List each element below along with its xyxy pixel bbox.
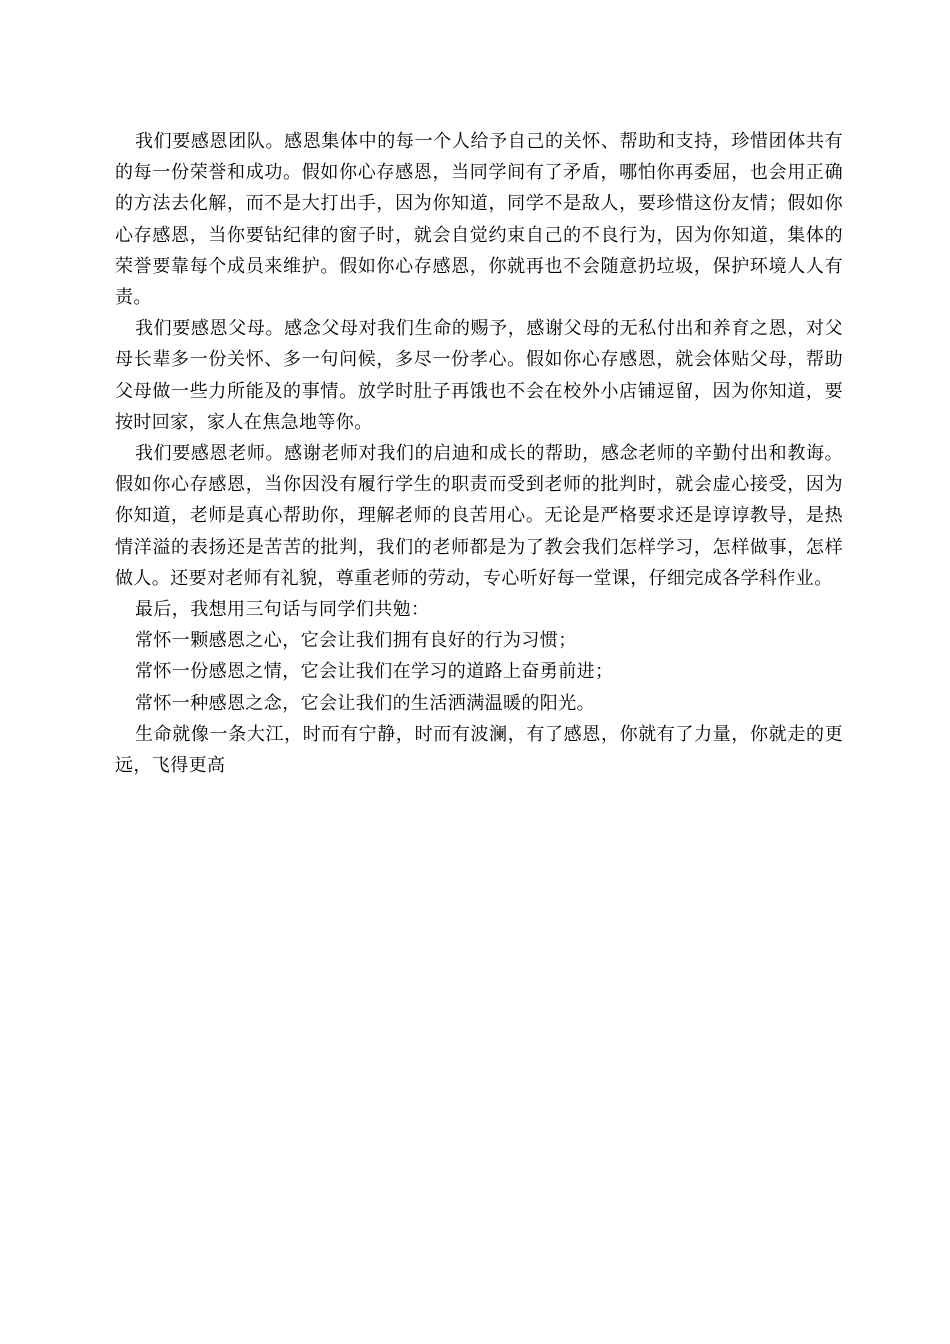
paragraph-parents: 我们要感恩父母。感念父母对我们生命的赐予，感谢父母的无私付出和养育之恩，对父母长辈多一份关怀、多一句问候，多尽一份孝心。假如你心存感恩，就会体贴父母，帮助父母做一些力所能及的事情。放学时肚子再饿也不会在校外小店铺逗留，因为你知道，要按时回家，家人在焦急地等你。: [115, 318, 843, 433]
paragraph-teachers: 我们要感恩老师。感谢老师对我们的启迪和成长的帮助，感念老师的辛勤付出和教诲。假如你心存感恩，当你因没有履行学生的职责而受到老师的批判时，就会虚心接受，因为你知道，老师是真心帮助你，理解老师的良苦用心。无论是严格要求还是谆谆教导，是热情洋溢的表扬还是苦苦的批判，我们的老师都是为了教会我们怎样学习，怎样做事，怎样做人。还要对老师有礼貌，尊重老师的劳动，专心听好每一堂课，仔细完成各学科作业。: [115, 443, 843, 589]
paragraph-conclusion: 生命就像一条大江，时而有宁静，时而有波澜，有了感恩，你就有了力量，你就走的更远，飞得更高: [115, 723, 843, 777]
motto-line-2: 常怀一份感恩之情，它会让我们在学习的道路上奋勇前进；: [135, 661, 614, 683]
paragraph-closing-intro: 最后，我想用三句话与同学们共勉：: [135, 599, 430, 621]
paragraph-team: 我们要感恩团队。感恩集体中的每一个人给予自己的关怀、帮助和支持，珍惜团体共有的每一份荣誉和成功。假如你心存感恩，当同学间有了矛盾，哪怕你再委屈，也会用正确的方法去化解，而不是大打出手，因为你知道，同学不是敌人，要珍惜这份友情；假如你心存感恩，当你要钻纪律的窗子时，就会自觉约束自己的不良行为，因为你知道，集体的荣誉要靠每个成员来维护。假如你心存感恩，你就再也不会随意扔垃圾，保护环境人人有责。: [115, 131, 843, 309]
motto-line-1: 常怀一颗感恩之心，它会让我们拥有良好的行为习惯；: [135, 630, 577, 652]
document-body: [115, 126, 843, 781]
motto-line-3: 常怀一种感恩之念，它会让我们的生活洒满温暖的阳光。: [135, 692, 595, 714]
